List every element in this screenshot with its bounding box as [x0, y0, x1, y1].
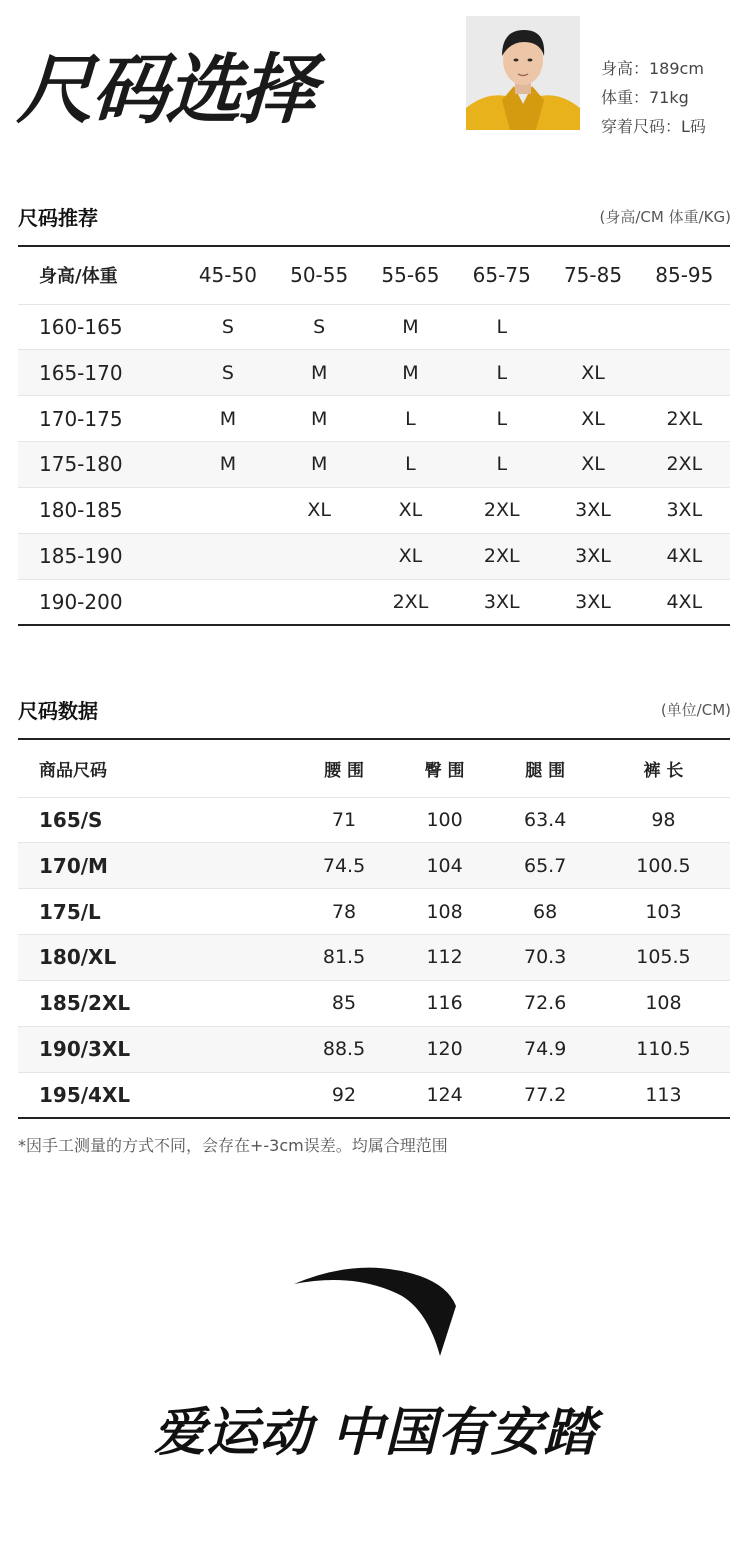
size-recommend-table: [18, 245, 730, 626]
size-data-table: [18, 738, 730, 1119]
column-header: 臀 围: [396, 739, 494, 797]
table-cell: 185-190: [18, 533, 182, 579]
table-cell: M: [274, 396, 365, 442]
table-cell: S: [182, 350, 273, 396]
table-cell: XL: [547, 396, 638, 442]
table-cell: 104: [396, 843, 494, 889]
table-cell: L: [456, 396, 547, 442]
table-cell: [274, 579, 365, 625]
table-cell: XL: [365, 487, 456, 533]
table-row: [18, 579, 730, 625]
table-cell: 116: [396, 980, 494, 1026]
table-cell: 180/XL: [18, 935, 292, 981]
size-data-unit: (单位/CM): [660, 700, 731, 719]
size-data-section-header: [18, 694, 731, 724]
table-cell: 4XL: [639, 533, 730, 579]
table-cell: L: [456, 350, 547, 396]
table-cell: M: [182, 442, 273, 488]
table-cell: 4XL: [639, 579, 730, 625]
table-header-row: [18, 246, 730, 304]
table-cell: 2XL: [456, 487, 547, 533]
table-cell: 98: [597, 797, 730, 843]
table-cell: 170-175: [18, 396, 182, 442]
table-cell: XL: [365, 533, 456, 579]
column-header: 85-95: [639, 246, 730, 304]
measurement-footnote: *因手工测量的方式不同，会存在+-3cm误差。均属合理范围: [18, 1136, 448, 1155]
table-cell: 2XL: [639, 442, 730, 488]
table-cell: XL: [547, 442, 638, 488]
table-cell: 165-170: [18, 350, 182, 396]
table-cell: 81.5: [292, 935, 395, 981]
table-cell: 2XL: [639, 396, 730, 442]
table-cell: M: [182, 396, 273, 442]
table-header-row: [18, 739, 730, 797]
table-cell: L: [456, 304, 547, 350]
table-cell: 108: [396, 889, 494, 935]
column-header: 腿 围: [493, 739, 596, 797]
table-cell: 175-180: [18, 442, 182, 488]
column-header: 50-55: [274, 246, 365, 304]
recommend-unit: (身高/CM 体重/KG): [599, 207, 731, 226]
brand-slogan: 爱运动 中国有安踏: [153, 1403, 597, 1463]
page-title: 尺码选择: [15, 45, 317, 134]
table-cell: 100.5: [597, 843, 730, 889]
table-cell: M: [274, 350, 365, 396]
table-cell: 71: [292, 797, 395, 843]
table-cell: 65.7: [493, 843, 596, 889]
table-cell: 72.6: [493, 980, 596, 1026]
table-cell: 113: [597, 1072, 730, 1118]
table-cell: 78: [292, 889, 395, 935]
table-cell: 3XL: [547, 533, 638, 579]
table-cell: 112: [396, 935, 494, 981]
table-row: [18, 843, 730, 889]
table-cell: S: [274, 304, 365, 350]
table-cell: L: [365, 396, 456, 442]
table-row: [18, 350, 730, 396]
table-cell: 103: [597, 889, 730, 935]
table-cell: 100: [396, 797, 494, 843]
table-cell: 190/3XL: [18, 1026, 292, 1072]
table-row: [18, 935, 730, 981]
table-cell: L: [456, 442, 547, 488]
table-cell: 3XL: [547, 579, 638, 625]
table-row: [18, 797, 730, 843]
table-cell: 110.5: [597, 1026, 730, 1072]
table-cell: [639, 350, 730, 396]
table-cell: 88.5: [292, 1026, 395, 1072]
table-row: [18, 533, 730, 579]
model-size-worn: 穿着尺码：L码: [601, 117, 706, 136]
table-row: [18, 980, 730, 1026]
table-cell: M: [274, 442, 365, 488]
table-row: [18, 396, 730, 442]
table-cell: S: [182, 304, 273, 350]
table-cell: 3XL: [547, 487, 638, 533]
table-cell: 175/L: [18, 889, 292, 935]
table-cell: 2XL: [365, 579, 456, 625]
table-row: [18, 442, 730, 488]
table-cell: 120: [396, 1026, 494, 1072]
table-row: [18, 1072, 730, 1118]
model-photo: [466, 16, 580, 130]
table-cell: XL: [274, 487, 365, 533]
column-header: 75-85: [547, 246, 638, 304]
table-cell: 185/2XL: [18, 980, 292, 1026]
table-cell: 124: [396, 1072, 494, 1118]
table-cell: [639, 304, 730, 350]
anta-logo-icon: [290, 1262, 460, 1360]
table-cell: 74.5: [292, 843, 395, 889]
table-cell: 3XL: [456, 579, 547, 625]
table-cell: [182, 533, 273, 579]
table-cell: L: [365, 442, 456, 488]
table-cell: 92: [292, 1072, 395, 1118]
table-cell: 160-165: [18, 304, 182, 350]
table-cell: 190-200: [18, 579, 182, 625]
column-header: 商品尺码: [18, 739, 292, 797]
column-header: 身高/体重: [18, 246, 182, 304]
table-cell: 74.9: [493, 1026, 596, 1072]
table-cell: 170/M: [18, 843, 292, 889]
table-cell: 68: [493, 889, 596, 935]
model-height: 身高：189cm: [601, 59, 704, 78]
table-cell: [547, 304, 638, 350]
table-cell: 165/S: [18, 797, 292, 843]
column-header: 裤 长: [597, 739, 730, 797]
table-cell: M: [365, 304, 456, 350]
table-cell: 77.2: [493, 1072, 596, 1118]
size-data-title: 尺码数据: [18, 698, 98, 723]
column-header: 55-65: [365, 246, 456, 304]
model-weight: 体重：71kg: [601, 88, 689, 107]
table-cell: 105.5: [597, 935, 730, 981]
table-row: [18, 889, 730, 935]
column-header: 65-75: [456, 246, 547, 304]
recommend-title: 尺码推荐: [18, 205, 98, 230]
table-cell: 2XL: [456, 533, 547, 579]
table-cell: 70.3: [493, 935, 596, 981]
table-row: [18, 487, 730, 533]
table-cell: [274, 533, 365, 579]
recommend-section-header: [18, 201, 731, 231]
table-cell: 180-185: [18, 487, 182, 533]
column-header: 45-50: [182, 246, 273, 304]
model-info: [601, 54, 706, 141]
table-cell: M: [365, 350, 456, 396]
table-cell: [182, 487, 273, 533]
table-cell: 63.4: [493, 797, 596, 843]
table-row: [18, 1026, 730, 1072]
table-cell: XL: [547, 350, 638, 396]
table-cell: [182, 579, 273, 625]
table-cell: 3XL: [639, 487, 730, 533]
table-row: [18, 304, 730, 350]
column-header: 腰 围: [292, 739, 395, 797]
table-cell: 85: [292, 980, 395, 1026]
table-cell: 195/4XL: [18, 1072, 292, 1118]
table-cell: 108: [597, 980, 730, 1026]
